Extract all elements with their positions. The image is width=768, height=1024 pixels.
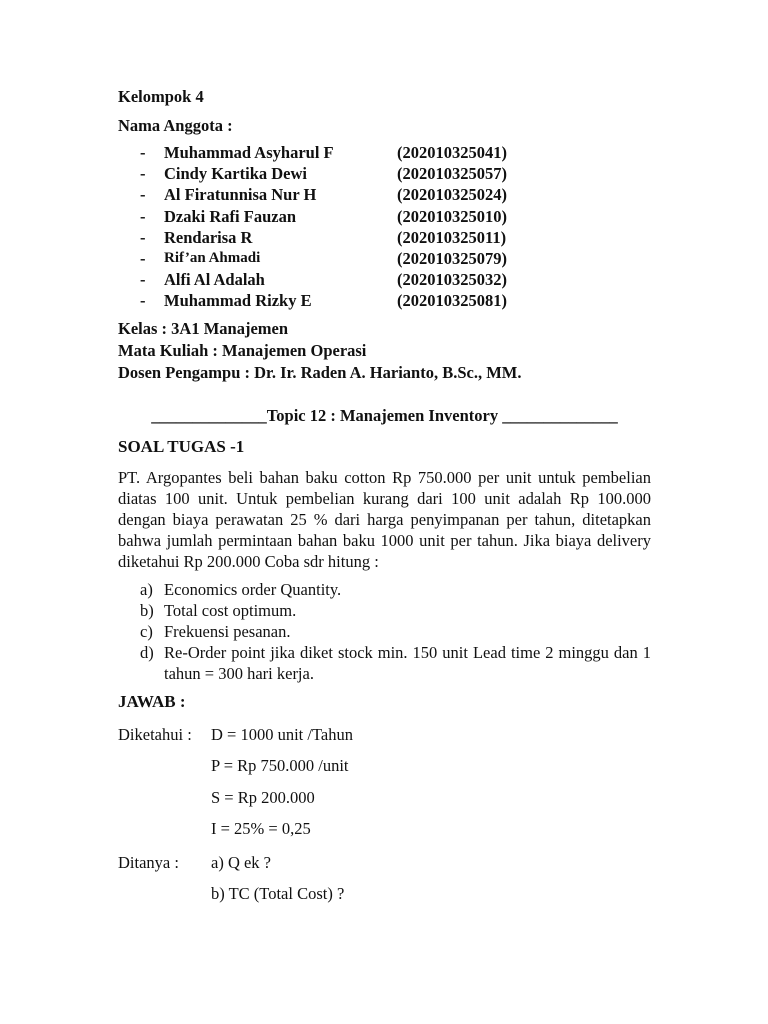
question-label: a) <box>140 579 153 599</box>
given-row <box>118 755 651 787</box>
member-id: (202010325010) <box>397 206 507 226</box>
asked-label: Ditanya : <box>118 852 179 872</box>
given-row <box>118 787 651 819</box>
question-text: Frekuensi pesanan. <box>164 621 291 641</box>
member-id: (202010325032) <box>397 270 507 290</box>
member-name: Alfi Al Adalah <box>164 270 265 290</box>
given-value: D = 1000 unit /Tahun <box>211 724 353 744</box>
members-title: Nama Anggota : <box>118 116 233 135</box>
member-name: Al Firatunnisa Nur H <box>164 185 317 205</box>
given-label: Diketahui : <box>118 724 192 744</box>
question-label: c) <box>140 621 153 641</box>
given-section <box>118 724 651 850</box>
member-row <box>118 206 651 227</box>
member-row <box>118 290 651 311</box>
question-text: Re-Order point jika diket stock min. 150 unit Lead time 2 minggu dan 1 tahun = 300 hari kerja. <box>164 642 651 683</box>
asked-row <box>118 883 651 915</box>
member-id: (202010325024) <box>397 185 507 205</box>
course-info <box>118 318 651 384</box>
bullet-dash: - <box>140 185 146 205</box>
question-item <box>118 642 651 684</box>
question-text: Total cost optimum. <box>164 600 297 620</box>
given-value: P = Rp 750.000 /unit <box>211 756 349 775</box>
question-text: Economics order Quantity. <box>164 579 342 599</box>
question-label: b) <box>140 600 154 620</box>
member-row <box>118 227 651 248</box>
question-item <box>118 621 651 642</box>
problem-statement: PT. Argopantes beli bahan baku cotton Rp 750.000 per unit untuk pembelian diatas 100 unit. Untuk pembelian kurang dari 100 unit adalah Rp 100.000 dengan biaya perawatan 25 % dari harga penyimpanan per tahun, ditetapkan bahwa jumlah permintaan bahan baku 1000 unit per tahun. Jika biaya delivery diketahui Rp 200.000 Coba sdr hitung : <box>118 467 651 571</box>
given-value: I = 25% = 0,25 <box>211 819 311 838</box>
member-list <box>118 142 651 312</box>
member-id: (202010325057) <box>397 164 507 184</box>
question-item <box>118 600 651 621</box>
question-list <box>118 579 651 684</box>
member-row <box>118 184 651 205</box>
member-name: Muhammad Rizky E <box>164 291 312 311</box>
member-name: Dzaki Rafi Fauzan <box>164 206 296 226</box>
member-row <box>118 269 651 290</box>
topic-heading: ______________Topic 12 : Manajemen Inventory ______________ <box>151 405 618 425</box>
bullet-dash: - <box>140 270 146 290</box>
member-id: (202010325079) <box>397 248 507 268</box>
bullet-dash: - <box>140 291 146 311</box>
asked-value: a) Q ek ? <box>211 852 272 872</box>
member-name: Muhammad Asyharul F <box>164 143 334 162</box>
bullet-dash: - <box>140 164 146 184</box>
given-row <box>118 724 651 756</box>
member-row <box>118 142 651 163</box>
document-page <box>118 86 651 915</box>
class-line: Kelas : 3A1 Manajemen <box>118 318 289 338</box>
assignment-title: SOAL TUGAS -1 <box>118 436 245 456</box>
member-name: Cindy Kartika Dewi <box>164 164 308 184</box>
question-item <box>118 579 651 600</box>
given-row <box>118 818 651 850</box>
member-name: Rendarisa R <box>164 227 253 247</box>
group-heading: Kelompok 4 <box>118 87 204 106</box>
asked-section <box>118 852 651 915</box>
given-value: S = Rp 200.000 <box>211 787 315 807</box>
member-row <box>118 163 651 184</box>
bullet-dash: - <box>140 248 146 268</box>
course-line: Mata Kuliah : Manajemen Operasi <box>118 340 367 360</box>
question-label: d) <box>140 642 154 662</box>
bullet-dash: - <box>140 227 146 247</box>
member-name: Rif’an Ahmadi <box>164 249 261 266</box>
member-id: (202010325041) <box>397 143 507 162</box>
asked-row <box>118 852 651 884</box>
member-id: (202010325081) <box>397 291 507 311</box>
asked-value: b) TC (Total Cost) ? <box>211 884 345 903</box>
answer-title: JAWAB : <box>118 691 186 711</box>
member-row <box>118 248 651 269</box>
bullet-dash: - <box>140 206 146 226</box>
lecturer-line: Dosen Pengampu : Dr. Ir. Raden A. Harianto, B.Sc., MM. <box>118 362 522 382</box>
member-id: (202010325011) <box>397 227 507 247</box>
bullet-dash: - <box>140 143 146 162</box>
